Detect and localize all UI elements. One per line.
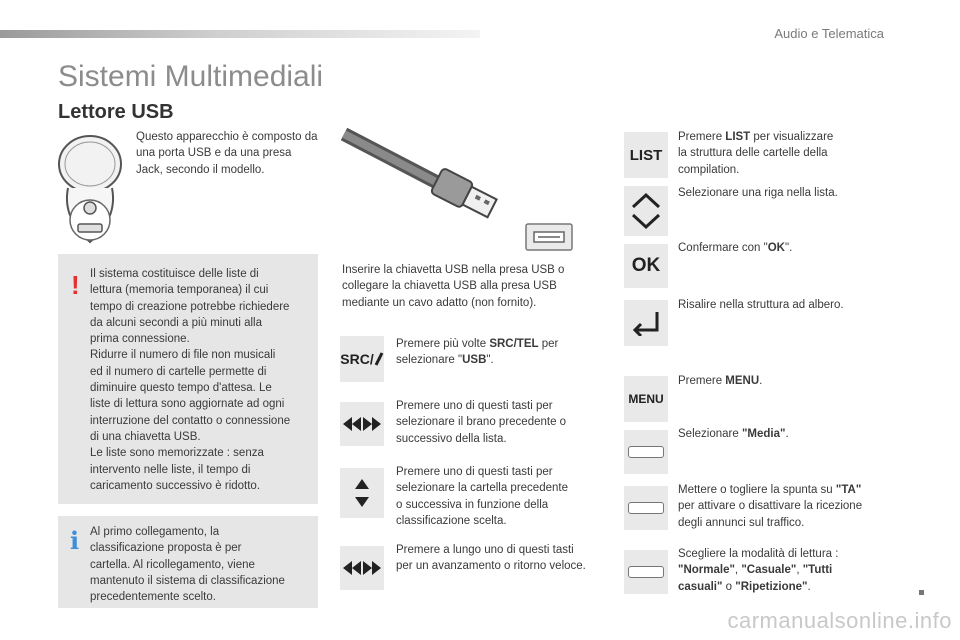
list-step-text: Premere LIST per visualizzare la struttura delle cartelle della compilation. [678, 131, 834, 176]
section-subtitle: Lettore USB [58, 101, 174, 123]
fast-forward-buttons[interactable] [340, 546, 384, 590]
info-box [58, 516, 318, 608]
play-mode-step-text: Scegliere la modalità di lettura : "Normale", "Casuale", "Tutti casuali" o "Ripetizione". [678, 548, 839, 593]
warning-text: Il sistema costituisce delle liste di lettura (memoria temporanea) il cui tempo di creazione potrebbe richiedere da alcuni secondi a più minuti alla prima connessione. Ridurre il numero di file non musicali ed il numero di cartelle permette di diminuire questo tempo d'attesa. Le liste di lettura sono aggiornate ad ogni interruzione del contatto o connessione di una chiavetta USB. Le liste sono memorizzate : senza intervento nelle liste, il tempo di caricamento successivo è ridotto. [90, 268, 291, 492]
page-title: Sistemi Multimediali [58, 60, 324, 93]
menu-step-text: Premere MENU. [678, 375, 763, 387]
warning-icon: ! [71, 270, 80, 300]
track-buttons[interactable] [340, 402, 384, 446]
up-down-button[interactable] [624, 186, 668, 236]
warning-box [58, 254, 318, 504]
rewind-forward-icon [342, 560, 382, 576]
back-step-text: Risalire nella struttura ad albero. [678, 299, 844, 311]
usb-port-illustration [54, 130, 126, 250]
select-row-text: Selezionare una riga nella lista. [678, 187, 838, 199]
folder-step-text: Premere uno di questi tasti per selezionare la cartella precedente o successiva in funzione della classificazione scelta. [396, 466, 568, 527]
phone-icon [374, 351, 384, 367]
back-arrow-icon [630, 310, 662, 336]
back-button[interactable] [624, 300, 668, 346]
down-arrow-icon [355, 497, 369, 507]
info-text: Al primo collegamento, la classificazione proposta è per cartella. Al ricollegamento, viene mantenuto il sistema di classificazione precedentemente scelto. [90, 526, 285, 604]
ta-button[interactable] [624, 486, 668, 530]
prev-next-icon [342, 416, 382, 432]
ok-step-text: Confermare con "OK". [678, 242, 793, 254]
play-mode-button[interactable] [624, 550, 668, 594]
blank-key-icon [628, 502, 664, 514]
blank-key-icon [628, 446, 664, 458]
blank-key-icon [628, 566, 664, 578]
track-step-text: Premere uno di questi tasti per selezionare il brano precedente o successivo della lista. [396, 400, 567, 445]
fast-step-text: Premere a lungo uno di questi tasti per un avanzamento o ritorno veloce. [396, 544, 586, 573]
intro-text: Questo apparecchio è composto da una porta USB e da una presa Jack, secondo il modello. [136, 131, 318, 176]
up-arrow-icon [355, 479, 369, 489]
usb-insert-text: Inserire la chiavetta USB nella presa USB o collegare la chiavetta USB alla presa USB mediante un cavo adatto (non fornito). [342, 264, 565, 309]
footer-watermark: carmanualsonline.info [727, 608, 952, 633]
header-bar [0, 30, 480, 38]
src-tel-button[interactable]: SRC/ [340, 336, 384, 382]
src-step-text: Premere più volte SRC/TEL per selezionare "USB". [396, 338, 559, 367]
info-icon: i [70, 526, 80, 555]
page-mark [919, 590, 924, 595]
usb-key-illustration [340, 128, 580, 252]
section-header: Audio e Telematica [774, 26, 884, 41]
media-button[interactable] [624, 430, 668, 474]
list-button[interactable]: LIST [624, 132, 668, 178]
chevron-up-down-icon [630, 191, 662, 231]
folder-buttons[interactable] [340, 468, 384, 518]
ok-button[interactable]: OK [624, 244, 668, 288]
media-step-text: Selezionare "Media". [678, 428, 789, 440]
ta-step-text: Mettere o togliere la spunta su "TA" per attivare o disattivare la ricezione degli annunci sul traffico. [678, 484, 863, 529]
menu-button[interactable]: MENU [624, 376, 668, 422]
